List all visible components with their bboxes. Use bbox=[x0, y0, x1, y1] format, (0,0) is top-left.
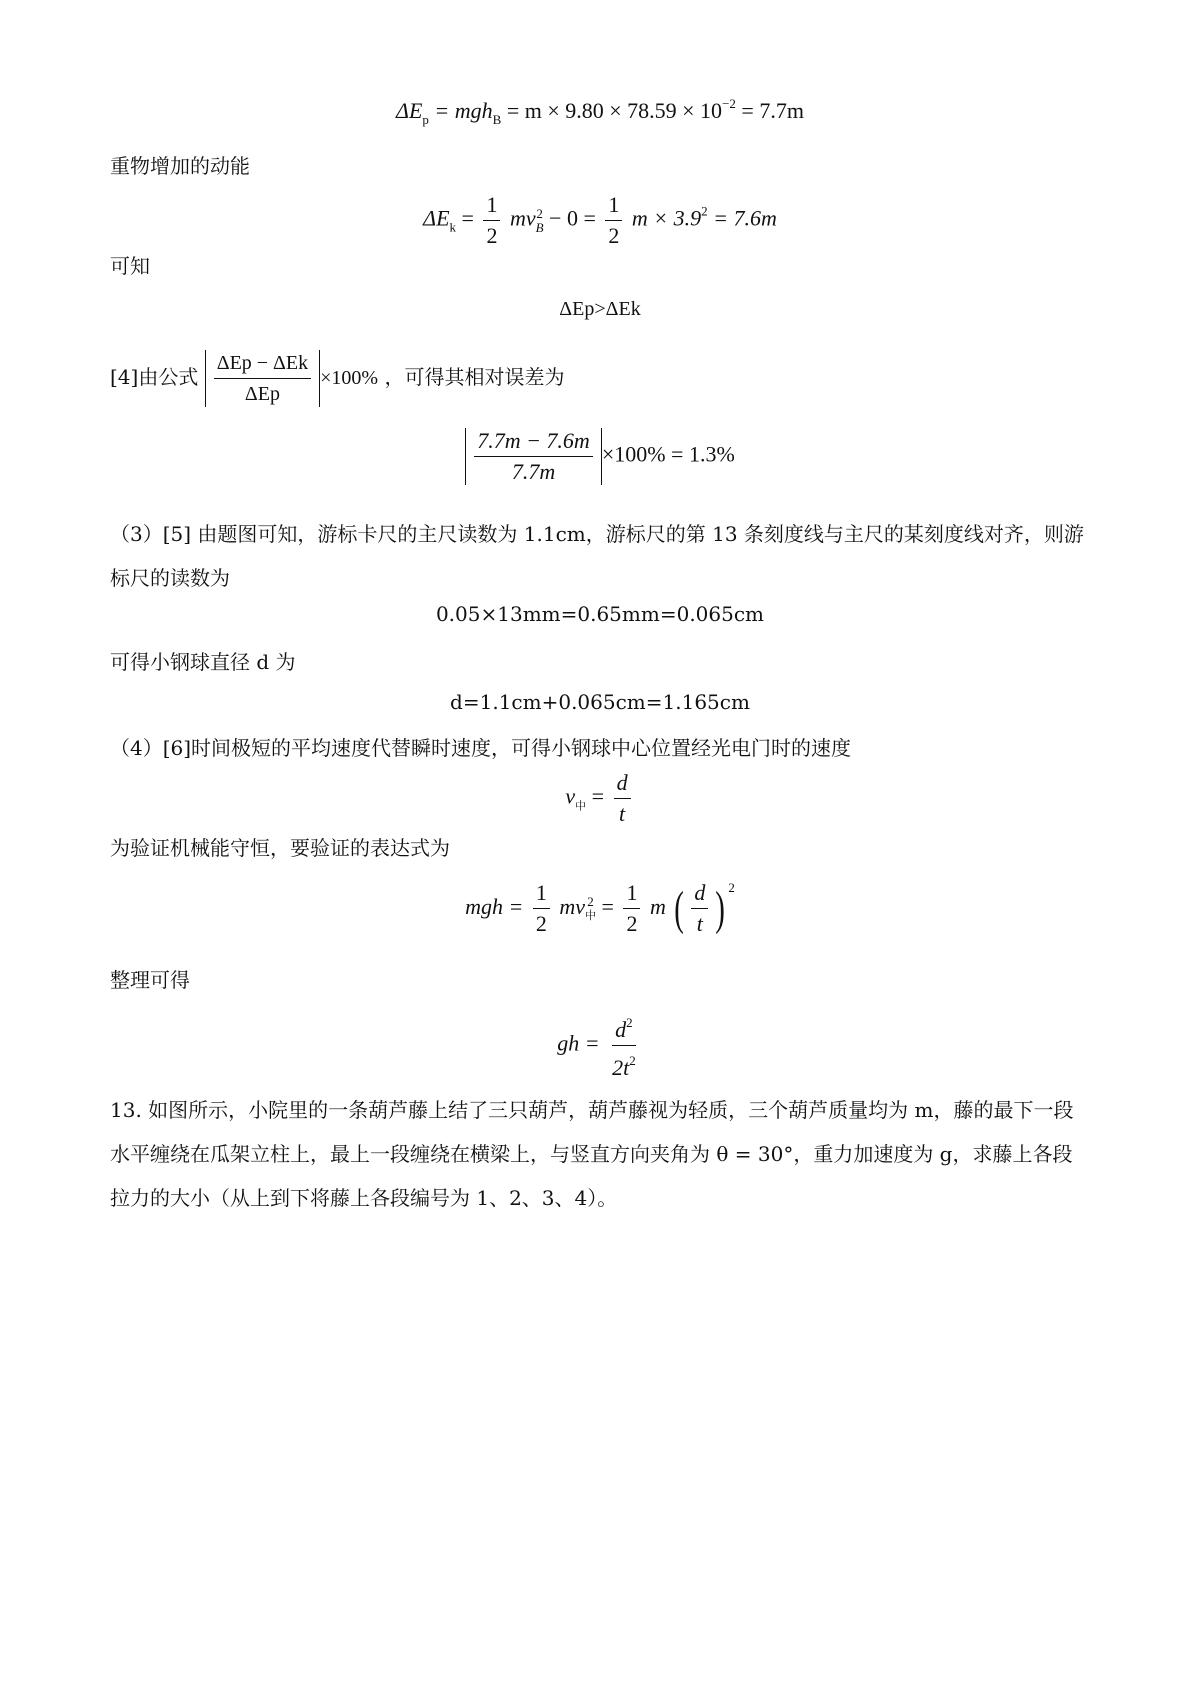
text-kezhi: 可知 bbox=[110, 254, 150, 278]
paragraph-4: （4）[6]时间极短的平均速度代替瞬时速度，可得小钢球中心位置经光电门时的速度 bbox=[110, 736, 852, 760]
equation-diameter: d=1.1cm+0.065cm=1.165cm bbox=[450, 690, 750, 714]
eq-term: − 0 = bbox=[549, 205, 596, 231]
formula-line: [4]由公式 $\frac{\text{ΔEp − ΔEk}}{\text{ΔEp}}$ ×100% ，可得其相对误差为 bbox=[110, 352, 565, 405]
text-kinetic-energy: 重物增加的动能 bbox=[110, 154, 250, 178]
equation-potential-energy bbox=[0, 96, 1200, 128]
equation-velocity: $v_中$ = $\frac{d}{t}$ bbox=[0, 770, 1200, 827]
formula-suffix: ，可得其相对误差为 bbox=[384, 365, 565, 389]
eq-subscript: k bbox=[449, 219, 457, 235]
equation-final: gh = $\frac{d^2}{2t^2}$ bbox=[0, 1010, 1200, 1081]
eq-term: = m × 9.80 × 78.59 × 10 bbox=[506, 98, 723, 123]
text-diameter: 可得小钢球直径 d 为 bbox=[110, 650, 296, 674]
equation-relative-error: $\frac{7.7m - 7.6m}{7.7m}$ ×100% = 1.3% bbox=[0, 428, 1200, 485]
fraction-half: $\frac{1}{2}$ bbox=[483, 192, 500, 249]
eq-result: = 7.6m bbox=[713, 205, 777, 231]
text-verify: 为验证机械能守恒，要验证的表达式为 bbox=[110, 836, 450, 860]
question-13: 13. 如图所示，小院里的一条葫芦藤上结了三只葫芦，葫芦藤视为轻质，三个葫芦质量均为 m，藤的最下一段水平缠绕在瓜架立柱上，最上一段缠绕在横梁上，与竖直方向夹角为 θ = 30°，重力加速度为 g，求藤上各段拉力的大小（从上到下将藤上各段编号为 1、2、3、4）。 bbox=[110, 1098, 1074, 1210]
eq-superscript: −2 bbox=[722, 96, 736, 111]
equation-kinetic-energy: $\Delta E_k$ = $\frac{1}{2}$ mv 2 B − 0 = $\frac{1}{2}$ $m \times 3.9^2 = 7.6m$ bbox=[423, 192, 777, 248]
equation-compare: ΔEp>ΔEk bbox=[559, 298, 641, 320]
eq-term: mv bbox=[509, 205, 536, 231]
paragraph-3: （3）[5] 由题图可知，游标卡尺的主尺读数为 1.1cm，游标尺的第 13 条刻度线与主尺的某刻度线对齐，则游标尺的读数为 bbox=[110, 522, 1084, 590]
eq-symbol: ΔE bbox=[423, 205, 450, 231]
abs-value: $\frac{\text{ΔEp − ΔEk}}{\text{ΔEp}}$ bbox=[205, 350, 320, 407]
eq-subscript: B bbox=[492, 112, 502, 127]
equation-energy-conservation: mgh = $\frac{1}{2}$ mv 2 中 = $\frac{1}{2}$ m ( $\frac{d}{t}$ ) $^2$ bbox=[465, 880, 735, 937]
abs-value: $\frac{7.7m - 7.6m}{7.7m}$ bbox=[465, 428, 602, 485]
eq-symbol: ΔE bbox=[396, 98, 423, 123]
text-arrange: 整理可得 bbox=[110, 968, 190, 992]
formula-prefix: [4]由公式 bbox=[110, 365, 199, 389]
equation-vernier: 0.05×13mm=0.65mm=0.065cm bbox=[435, 602, 765, 626]
eq-term: = mgh bbox=[434, 98, 493, 123]
eq-term: m × 3.9 bbox=[631, 205, 702, 231]
eq-subscript: p bbox=[422, 112, 429, 127]
fraction-half: $\frac{1}{2}$ bbox=[605, 192, 622, 249]
eq-result: = 7.7m bbox=[741, 98, 804, 123]
